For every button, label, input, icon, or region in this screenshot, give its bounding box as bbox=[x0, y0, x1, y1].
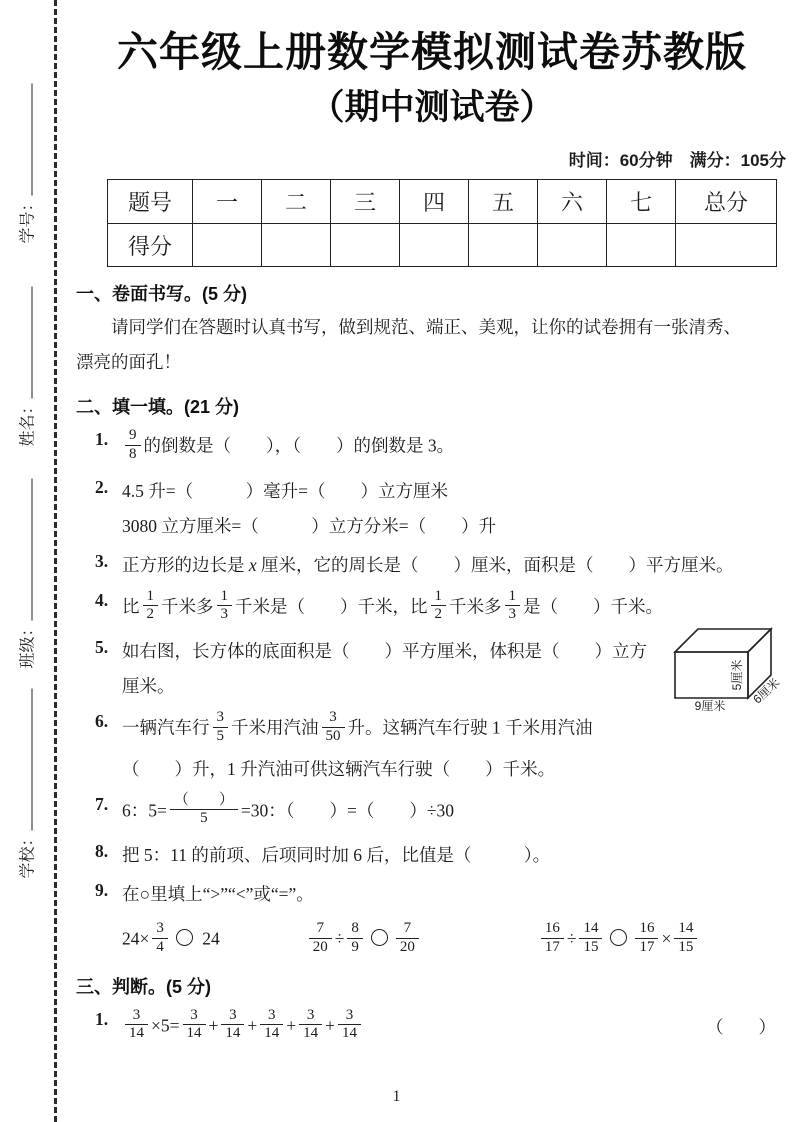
score-table-header-cell: 总分 bbox=[676, 180, 777, 224]
fill-question-5 bbox=[76, 636, 788, 712]
fill-question-1 bbox=[76, 428, 788, 467]
question-number: 1. bbox=[95, 1008, 109, 1029]
student-name-blank-line bbox=[18, 286, 33, 398]
fraction: $\frac{9}{8}$ bbox=[125, 428, 141, 463]
comparison-expression-1 bbox=[122, 921, 220, 960]
variable-x: x bbox=[248, 554, 257, 575]
comparison-expressions-row bbox=[76, 921, 788, 960]
score-empty-cell bbox=[331, 224, 400, 267]
comparison-circle bbox=[610, 929, 627, 946]
score-empty-cell bbox=[262, 224, 331, 267]
text-segment: 在○里填上“>”“<”或“=”。 bbox=[122, 884, 314, 904]
question-line bbox=[122, 879, 788, 909]
question-number: 9. bbox=[95, 880, 109, 900]
question-number: 3. bbox=[95, 550, 109, 571]
question-number: 7. bbox=[95, 793, 109, 814]
fraction: $\frac{16}{17}$ bbox=[635, 921, 658, 956]
score-empty-cell bbox=[193, 224, 262, 267]
question-line bbox=[122, 636, 653, 666]
fraction: $\frac{1}{2}$ bbox=[143, 589, 159, 624]
question-number: 6. bbox=[95, 711, 109, 731]
question-line bbox=[122, 840, 788, 870]
score-table-header-row bbox=[108, 180, 777, 224]
fraction: $\frac{7}{20}$ bbox=[309, 921, 332, 956]
text-segment: 千米多 bbox=[161, 595, 214, 616]
comparison-expression-2 bbox=[306, 921, 422, 960]
score-table-header-cell: 二 bbox=[262, 180, 331, 224]
score-table-header-cell: 四 bbox=[400, 180, 469, 224]
handwriting-note-line-1: 请同学们在答题时认真书写，做到规范、端正、美观，让你的试卷拥有一张清秀、 bbox=[111, 317, 741, 337]
student-id-field bbox=[15, 72, 38, 244]
text-segment: 6：5= bbox=[122, 799, 167, 820]
cut-line-dashed bbox=[54, 0, 57, 1122]
comparison-circle bbox=[371, 929, 388, 946]
text-segment: 把 5：11 的前项、后项同时加 6 后，比值是（ ）。 bbox=[122, 845, 551, 865]
fraction: $\frac{( )}{5}$ bbox=[170, 793, 238, 828]
score-table-header-cell: 三 bbox=[331, 180, 400, 224]
fraction: $\frac{3}{4}$ bbox=[152, 921, 168, 956]
question-line bbox=[122, 754, 788, 784]
fraction: $\frac{3}{14}$ bbox=[221, 1008, 244, 1043]
question-line bbox=[122, 1008, 364, 1047]
svg-text:5厘米: 5厘米 bbox=[730, 659, 744, 691]
fraction: $\frac{3}{14}$ bbox=[125, 1008, 148, 1043]
student-id-blank-line bbox=[18, 83, 33, 195]
handwriting-note bbox=[76, 310, 788, 380]
score-table-header-cell: 五 bbox=[469, 180, 538, 224]
paper-subtitle: （期中测试卷） bbox=[309, 88, 555, 127]
section-1-heading: 一、卷面书写。(5 分) bbox=[76, 284, 247, 304]
text-segment: × bbox=[661, 928, 672, 949]
question-line bbox=[122, 476, 788, 506]
class-blank-line bbox=[18, 478, 33, 620]
class-field bbox=[15, 467, 38, 669]
paper-content bbox=[76, 26, 788, 1046]
fraction: $\frac{1}{2}$ bbox=[431, 589, 447, 624]
student-name-label: 姓名： bbox=[19, 398, 37, 447]
paper-title: 六年级上册数学模拟测试卷苏教版 bbox=[117, 29, 747, 75]
question-line bbox=[122, 550, 788, 580]
question-line bbox=[122, 710, 788, 749]
text-segment: 4.5 升=（ ）毫升=（ ）立方厘米 bbox=[122, 480, 448, 501]
question-number: 4. bbox=[95, 589, 109, 610]
question-number: 8. bbox=[95, 841, 109, 861]
handwriting-note-line-2: 漂亮的面孔！ bbox=[76, 352, 181, 372]
score-table-header-cell: 六 bbox=[538, 180, 607, 224]
score-row-label-cell: 得分 bbox=[108, 224, 193, 267]
text-segment: 是（ ）千米。 bbox=[523, 595, 663, 616]
fill-question-3 bbox=[76, 550, 788, 580]
score-empty-cell bbox=[538, 224, 607, 267]
fill-question-9 bbox=[76, 879, 788, 909]
fraction: $\frac{1}{3}$ bbox=[217, 589, 233, 624]
judge-question-1 bbox=[76, 1008, 788, 1047]
text-segment: （ ）升，1 升汽油可供这辆汽车行驶（ ）千米。 bbox=[122, 758, 556, 779]
score-table-score-row bbox=[108, 224, 777, 267]
text-segment: 24× bbox=[122, 928, 150, 949]
fill-question-7 bbox=[76, 793, 788, 832]
comparison-expression-3 bbox=[538, 921, 700, 960]
fill-question-2 bbox=[76, 476, 788, 541]
text-segment: 厘米。 bbox=[122, 676, 175, 696]
score-table-header-cell: 七 bbox=[607, 180, 676, 224]
section-2-heading: 二、填一填。(21 分) bbox=[76, 397, 240, 417]
fraction: $\frac{3}{5}$ bbox=[213, 710, 229, 745]
score-empty-cell bbox=[676, 224, 777, 267]
comparison-circle bbox=[176, 929, 193, 946]
time-and-score-info: 时间：60分钟 满分：105分 bbox=[568, 151, 786, 170]
student-id-label: 学号： bbox=[19, 195, 37, 244]
question-number: 2. bbox=[95, 476, 109, 497]
question-line bbox=[122, 511, 788, 541]
text-segment: 千米用汽油 bbox=[231, 717, 319, 738]
question-number: 5. bbox=[95, 637, 109, 657]
class-label: 班级： bbox=[19, 620, 37, 669]
text-segment: 的倒数是（ ），（ ）的倒数是 3。 bbox=[143, 435, 455, 456]
fraction: $\frac{7}{20}$ bbox=[396, 921, 419, 956]
text-segment: 如右图，长方体的底面积是（ ）平方厘米，体积是（ ）立方 bbox=[122, 641, 647, 661]
answer-bracket: （ ） bbox=[706, 1017, 776, 1038]
text-segment: ÷ bbox=[334, 928, 345, 949]
score-empty-cell bbox=[469, 224, 538, 267]
school-blank-line bbox=[18, 688, 33, 830]
text-segment: + bbox=[247, 1014, 258, 1035]
score-table-header-cell: 一 bbox=[193, 180, 262, 224]
text-segment: 比 bbox=[122, 595, 140, 616]
score-empty-cell bbox=[400, 224, 469, 267]
fraction: $\frac{3}{14}$ bbox=[338, 1008, 361, 1043]
svg-text:6厘米: 6厘米 bbox=[750, 675, 783, 707]
fill-question-6 bbox=[76, 710, 788, 784]
fraction: $\frac{14}{15}$ bbox=[674, 921, 697, 956]
fill-question-8 bbox=[76, 840, 788, 870]
text-segment: =30：（ ）=（ ）÷30 bbox=[240, 799, 454, 820]
fraction: $\frac{3}{14}$ bbox=[299, 1008, 322, 1043]
question-number: 1. bbox=[95, 429, 109, 449]
student-name-field bbox=[15, 275, 38, 447]
fraction: $\frac{16}{17}$ bbox=[541, 921, 564, 956]
text-segment: 厘米，它的周长是（ ）厘米，面积是（ ）平方厘米。 bbox=[256, 554, 734, 575]
question-line bbox=[122, 671, 653, 701]
text-segment: 千米多 bbox=[449, 595, 502, 616]
text-segment: 千米是（ ）千米，比 bbox=[235, 595, 428, 616]
text-segment: 3080 立方厘米=（ ）立方分米=（ ）升 bbox=[122, 515, 497, 536]
text-segment: + bbox=[286, 1014, 297, 1035]
cuboid-figure bbox=[668, 620, 790, 712]
school-field bbox=[15, 677, 38, 879]
text-segment: 24 bbox=[197, 928, 220, 949]
fraction: $\frac{3}{50}$ bbox=[322, 710, 345, 745]
text-segment: 正方形的边长是 bbox=[122, 554, 249, 575]
text-segment: ×5= bbox=[151, 1014, 180, 1035]
score-table bbox=[107, 179, 777, 267]
fraction: $\frac{3}{14}$ bbox=[183, 1008, 206, 1043]
fraction: $\frac{8}{9}$ bbox=[347, 921, 363, 956]
question-line bbox=[122, 428, 788, 467]
page-number: 1 bbox=[392, 1088, 401, 1105]
score-empty-cell bbox=[607, 224, 676, 267]
text-segment: 升。这辆汽车行驶 1 千米用汽油 bbox=[347, 717, 593, 738]
question-line bbox=[122, 793, 788, 832]
text-segment: ÷ bbox=[566, 928, 577, 949]
fraction: $\frac{14}{15}$ bbox=[579, 921, 602, 956]
question-number-header-cell: 题号 bbox=[108, 180, 193, 224]
svg-text:9厘米: 9厘米 bbox=[694, 699, 726, 712]
school-label: 学校： bbox=[19, 830, 37, 879]
fraction: $\frac{3}{14}$ bbox=[260, 1008, 283, 1043]
section-3-heading: 三、判断。(5 分) bbox=[76, 976, 211, 997]
text-segment: 一辆汽车行 bbox=[122, 717, 210, 738]
text-segment: + bbox=[208, 1014, 219, 1035]
text-segment: + bbox=[325, 1014, 335, 1035]
fraction: $\frac{1}{3}$ bbox=[505, 589, 521, 624]
